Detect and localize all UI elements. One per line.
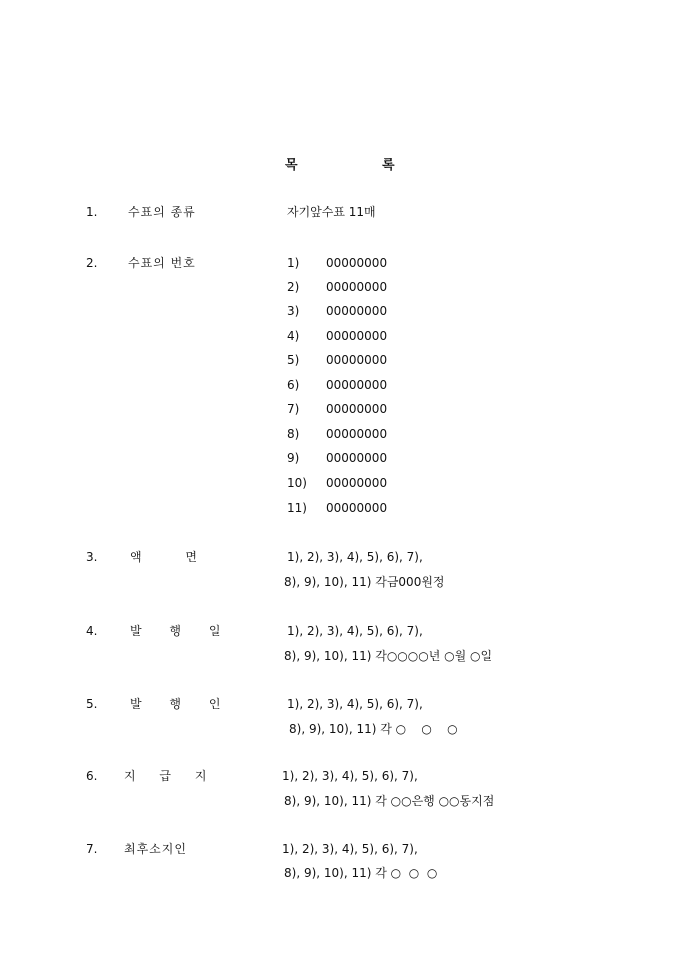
list-item <box>0 351 680 369</box>
item-index: 9) <box>287 451 300 465</box>
list-item <box>0 400 680 418</box>
section-2 <box>0 254 680 272</box>
title-part-2: 록 <box>382 158 395 173</box>
section-number: 3. <box>86 550 98 564</box>
item-code: 00000000 <box>326 329 388 343</box>
item-code: 00000000 <box>326 353 388 367</box>
section-label: 액 면 <box>130 550 198 564</box>
item-index: 11) <box>287 501 307 515</box>
section-5-continuation <box>0 720 680 738</box>
item-index: 7) <box>287 402 300 416</box>
section-7-continuation <box>0 864 680 882</box>
item-index: 10) <box>287 476 307 490</box>
list-item <box>0 449 680 467</box>
item-code: 00000000 <box>326 304 388 318</box>
item-code: 00000000 <box>326 402 388 416</box>
section-number: 5. <box>86 697 98 711</box>
item-index: 5) <box>287 353 300 367</box>
item-index: 8) <box>287 427 300 441</box>
section-3 <box>0 548 680 566</box>
section-label: 지 급 지 <box>124 769 208 783</box>
section-label: 수표의 번호 <box>128 256 196 270</box>
section-line-1: 1), 2), 3), 4), 5), 6), 7), <box>282 842 418 856</box>
section-number: 2. <box>86 256 98 270</box>
section-label: 발 행 일 <box>130 624 222 638</box>
section-line-2: 8), 9), 10), 11) 각금000원정 <box>284 575 445 589</box>
section-line-1: 1), 2), 3), 4), 5), 6), 7), <box>287 550 423 564</box>
list-item <box>0 327 680 345</box>
section-value: 자기앞수표 11매 <box>287 205 376 219</box>
list-item <box>0 425 680 443</box>
section-number: 4. <box>86 624 98 638</box>
list-item <box>0 499 680 517</box>
section-number: 7. <box>86 842 98 856</box>
section-6-continuation <box>0 792 680 810</box>
item-code: 00000000 <box>326 451 388 465</box>
item-code: 00000000 <box>326 427 388 441</box>
item-index: 4) <box>287 329 300 343</box>
section-4-continuation <box>0 647 680 665</box>
section-label: 최후소지인 <box>124 842 187 856</box>
section-line-1: 1), 2), 3), 4), 5), 6), 7), <box>282 769 418 783</box>
item-index: 6) <box>287 378 300 392</box>
list-item <box>0 474 680 492</box>
item-index: 3) <box>287 304 300 318</box>
list-item <box>0 302 680 320</box>
section-6 <box>0 767 680 785</box>
section-line-2: 8), 9), 10), 11) 각 ○ ○ ○ <box>284 866 438 880</box>
section-line-1: 1), 2), 3), 4), 5), 6), 7), <box>287 624 423 638</box>
document-title <box>0 154 680 172</box>
item-code: 00000000 <box>326 256 388 270</box>
list-item <box>0 376 680 394</box>
section-number: 6. <box>86 769 98 783</box>
section-label: 발 행 인 <box>130 697 222 711</box>
section-label: 수표의 종류 <box>128 205 196 219</box>
section-number: 1. <box>86 205 98 219</box>
list-item <box>0 278 680 296</box>
section-5 <box>0 695 680 713</box>
item-code: 00000000 <box>326 378 388 392</box>
section-line-2: 8), 9), 10), 11) 각○○○○년 ○월 ○일 <box>284 649 493 663</box>
item-code: 00000000 <box>326 280 388 294</box>
section-4 <box>0 622 680 640</box>
item-index: 2) <box>287 280 300 294</box>
section-line-2: 8), 9), 10), 11) 각 ○ ○ ○ <box>289 722 458 736</box>
item-index: 1) <box>287 256 300 270</box>
section-3-continuation <box>0 573 680 591</box>
item-code: 00000000 <box>326 476 388 490</box>
section-1 <box>0 203 680 221</box>
section-line-2: 8), 9), 10), 11) 각 ○○은행 ○○동지점 <box>284 794 495 808</box>
title-part-1: 목 <box>285 158 298 173</box>
section-line-1: 1), 2), 3), 4), 5), 6), 7), <box>287 697 423 711</box>
item-code: 00000000 <box>326 501 388 515</box>
section-7 <box>0 840 680 858</box>
